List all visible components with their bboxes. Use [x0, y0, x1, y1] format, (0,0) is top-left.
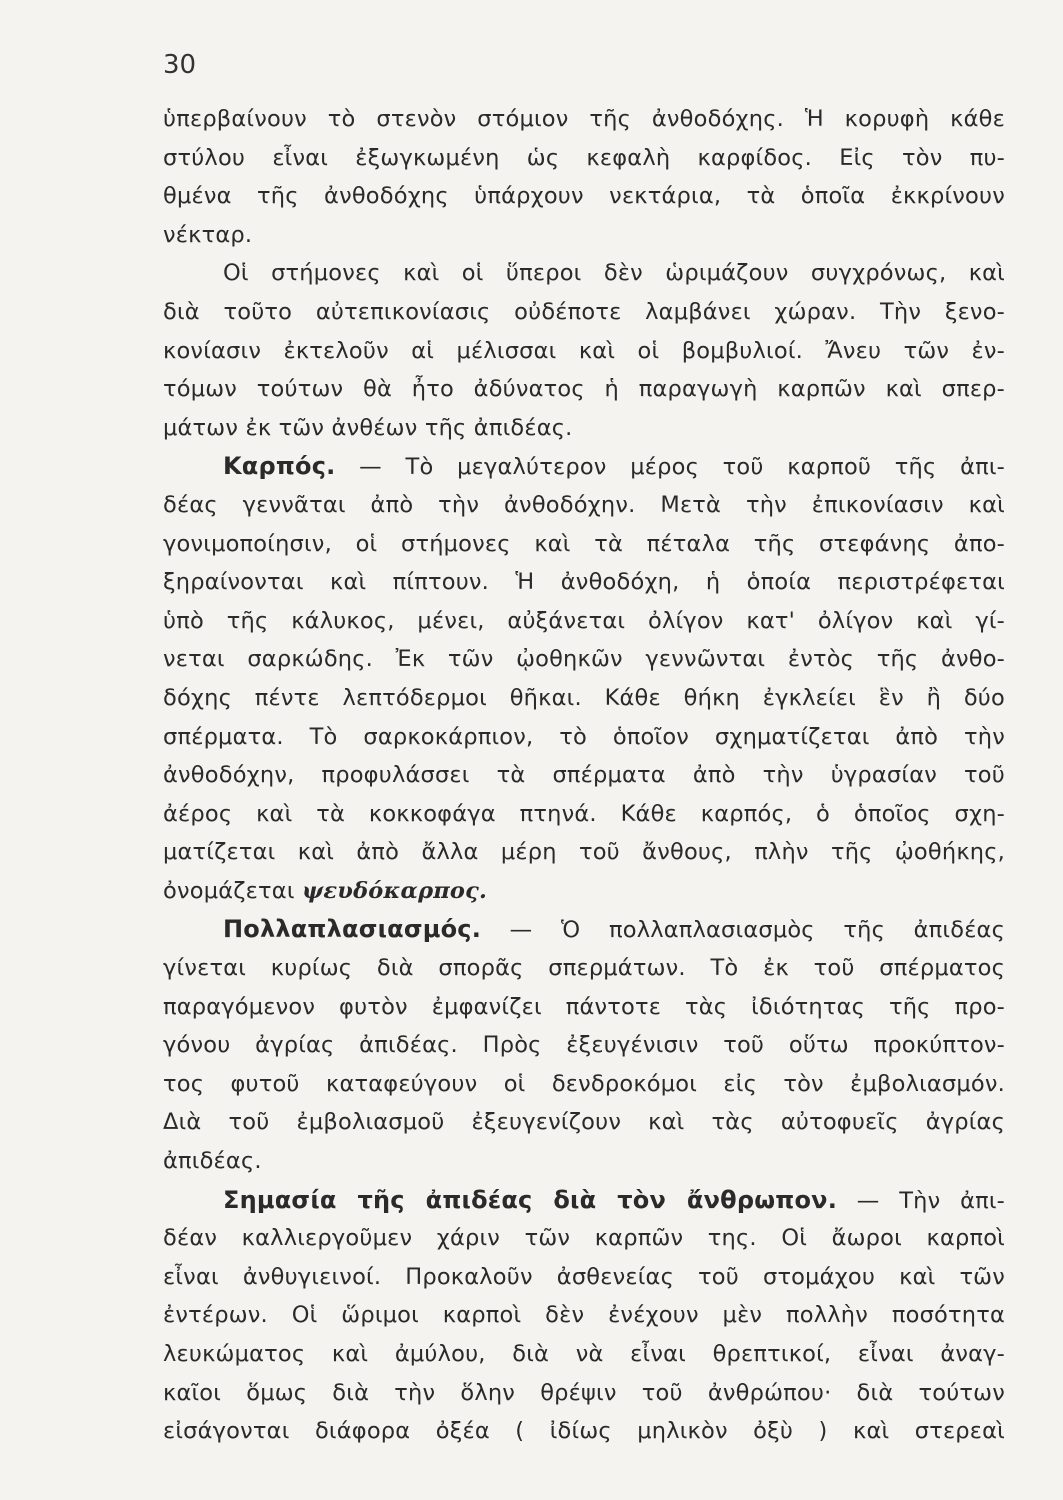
text-line: δόχης πέντε λεπτόδερμοι θῆκαι. Κάθε θήκη ἐγκλείει ἓν ἢ δύο	[163, 684, 1005, 711]
text-line: ξηραίνονται καὶ πίπτουν. Ἡ ἀνθοδόχη, ἡ ὁποία περιστρέφεται	[163, 569, 1005, 596]
text-line: δέαν καλλιεργοῦμεν χάριν τῶν καρπῶν της. Οἱ ἄωροι καρποὶ	[163, 1225, 1005, 1252]
text-line: Διὰ τοῦ ἐμβολιασμοῦ ἐξευγενίζουν καὶ τὰς αὐτοφυεῖς ἀγρίας	[163, 1109, 1005, 1136]
text-line: ἀνθοδόχην, προφυλάσσει τὰ σπέρματα ἀπὸ τὴν ὑγρασίαν τοῦ	[163, 762, 1005, 789]
text-line: ἀπιδέας.	[163, 1148, 262, 1175]
text-line: εἰσάγονται διάφορα ὀξέα ( ἰδίως μηλικὸν ὀξὺ ) καὶ στερεαὶ	[163, 1418, 1005, 1445]
text-line: τόμων τούτων θὰ ἦτο ἀδύνατος ἡ παραγωγὴ καρπῶν καὶ σπερ-	[163, 376, 1005, 403]
text-line: μάτων ἐκ τῶν ἀνθέων τῆς ἀπιδέας.	[163, 414, 573, 441]
section-heading: Σημασία τῆς ἀπιδέας διὰ τὸν ἄνθρωπον.	[223, 1185, 838, 1214]
text-line: ἐντέρων. Οἱ ὥριμοι καρποὶ δὲν ἐνέχουν μὲν πολλὴν ποσότητα	[163, 1302, 1005, 1329]
text-line: δέας γεννᾶται ἀπὸ τὴν ἀνθοδόχην. Μετὰ τὴν ἐπικονίασιν καὶ	[163, 491, 1005, 518]
heading-line-text: — Τὴν ἀπι-	[837, 1187, 1006, 1214]
section-heading: Καρπός.	[223, 452, 336, 481]
text-line: κονίασιν ἐκτελοῦν αἱ μέλισσαι καὶ οἱ βομβυλιοί. Ἄνευ τῶν ἐν-	[163, 337, 1005, 364]
section-heading-line	[163, 1181, 1005, 1220]
text-line	[163, 872, 1005, 911]
text-line: ματίζεται καὶ ἀπὸ ἄλλα μέρη τοῦ ἄνθους, πλὴν τῆς ᾠοθήκης,	[163, 839, 1005, 866]
text-line: γονιμοποίησιν, οἱ στήμονες καὶ τὰ πέταλα τῆς στεφάνης ἀπο-	[163, 530, 1005, 557]
text-line: νέκταρ.	[163, 221, 253, 248]
text-line: τος φυτοῦ καταφεύγουν οἱ δενδροκόμοι εἰς τὸν ἐμβολιασμόν.	[163, 1070, 1005, 1097]
text-line: ὑπὸ τῆς κάλυκος, μένει, αὐξάνεται ὀλίγον κατ' ὀλίγον καὶ γί-	[163, 607, 1005, 634]
section-heading-line	[163, 910, 1005, 949]
text-line: θμένα τῆς ἀνθοδόχης ὑπάρχουν νεκτάρια, τὰ ὁποῖα ἐκκρίνουν	[163, 183, 1005, 210]
heading-line-text: — Τὸ μεγαλύτερον μέρος τοῦ καρποῦ τῆς ἀπι-	[335, 454, 1005, 481]
text-line: λευκώματος καὶ ἀμύλου, διὰ νὰ εἶναι θρεπτικοί, εἶναι ἀναγ-	[163, 1341, 1005, 1367]
text-line: σπέρματα. Τὸ σαρκοκάρπιον, τὸ ὁποῖον σχηματίζεται ἀπὸ τὴν	[163, 723, 1005, 750]
text-line: εἶναι ἀνθυγιεινοί. Προκαλοῦν ἀσθενείας τοῦ στομάχου καὶ τῶν	[163, 1263, 1005, 1290]
text-line: στύλου εἶναι ἐξωγκωμένη ὡς κεφαλὴ καρφίδος. Εἰς τὸν πυ-	[163, 144, 1005, 171]
text-line: καῖοι ὅμως διὰ τὴν ὅλην θρέψιν τοῦ ἀνθρώπου· διὰ τούτων	[163, 1379, 1005, 1406]
text-line: Οἱ στήμονες καὶ οἱ ὕπεροι δὲν ὡριμάζουν συγχρόνως, καὶ	[223, 260, 1005, 287]
heading-line-text: — Ὁ πολλαπλασιασμὸς τῆς ἀπιδέας	[481, 917, 1005, 944]
text-line: ὑπερβαίνουν τὸ στενὸν στόμιον τῆς ἀνθοδόχης. Ἡ κορυφὴ κάθε	[163, 106, 1005, 132]
text-line: γόνου ἀγρίας ἀπιδέας. Πρὸς ἐξευγένισιν τοῦ οὕτω προκύπτον-	[163, 1032, 1005, 1059]
text-line: παραγόμενον φυτὸν ἐμφανίζει πάντοτε τὰς ἰδιότητας τῆς προ-	[163, 993, 1005, 1020]
text-line: ἀέρος καὶ τὰ κοκκοφάγα πτηνά. Κάθε καρπός, ὁ ὁποῖος σχη-	[163, 800, 1005, 827]
section-heading-line	[163, 447, 1005, 486]
text-line: διὰ τοῦτο αὐτεπικονίασις οὐδέποτε λαμβάνει χώραν. Τὴν ξενο-	[163, 298, 1005, 325]
text-line-start: ὀνομάζεται	[163, 877, 302, 904]
page-number: 30	[163, 50, 197, 80]
text-line: γίνεται κυρίως διὰ σπορᾶς σπερμάτων. Τὸ ἐκ τοῦ σπέρματος	[163, 955, 1005, 982]
italic-term: ψευδόκαρπος.	[302, 877, 488, 904]
section-heading: Πολλαπλασιασμός.	[223, 915, 482, 944]
text-line: νεται σαρκώδης. Ἐκ τῶν ᾠοθηκῶν γεννῶνται ἐντὸς τῆς ἀνθο-	[163, 646, 1005, 673]
page-text	[163, 100, 1005, 1451]
